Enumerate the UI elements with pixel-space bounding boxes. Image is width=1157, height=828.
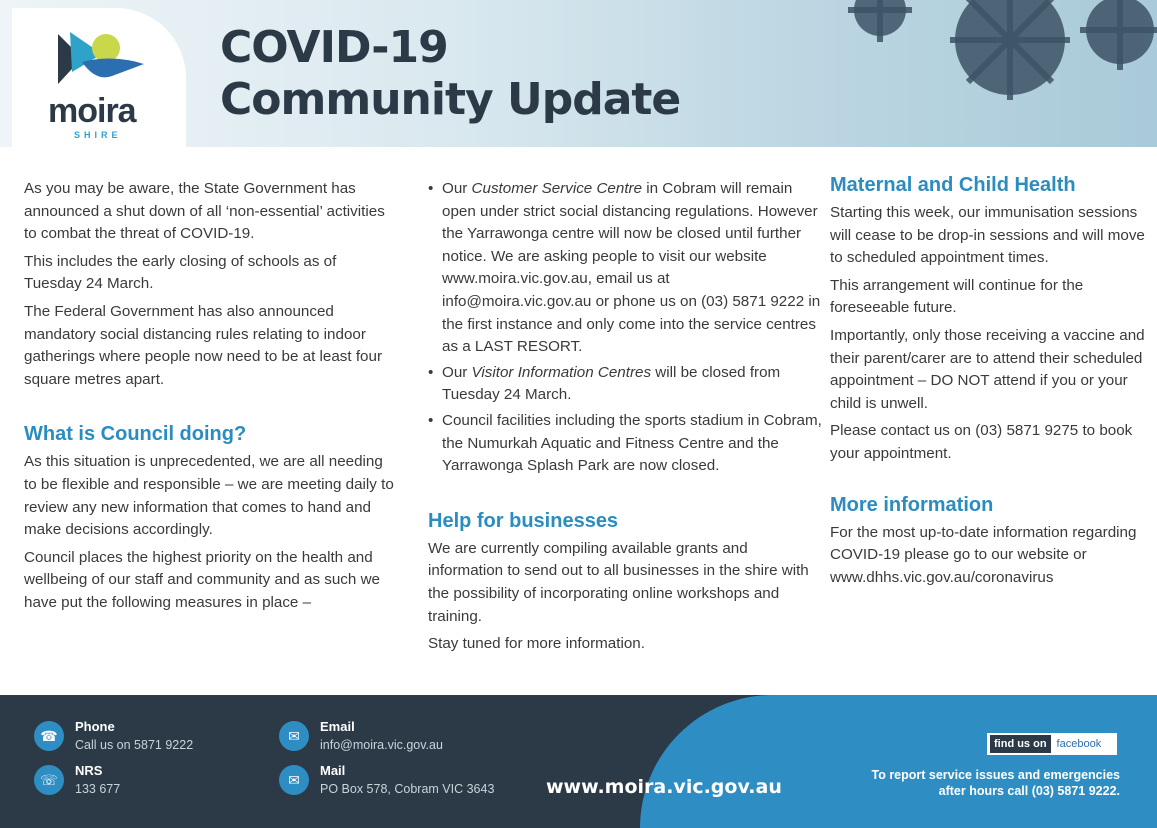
title-line-2: Community Update <box>220 74 681 125</box>
contact-paragraph: Please contact us on (03) 5871 9275 to book your appointment. <box>830 422 1133 462</box>
phone-icon: ☎ <box>34 721 64 751</box>
maternal-heading: Maternal and Child Health <box>830 174 1076 196</box>
logo-subtitle: SHIRE <box>74 130 122 140</box>
website-link[interactable]: www.moira.vic.gov.au <box>546 776 782 798</box>
column-left <box>24 178 394 620</box>
business-paragraph: We are currently compiling available grants and information to send out to all businesses in the shire with the possibility of incorporating online workshops and training. <box>428 539 809 625</box>
list-item: • Our Visitor Information Centres will be closed from Tuesday 24 March. <box>428 363 781 404</box>
logo-name: moira <box>48 92 136 130</box>
email-icon: ✉ <box>279 721 309 751</box>
list-item: • Our Customer Service Centre in Cobram will remain open under strict social distancing regulations. However the Yarrawonga centre will now be closed until further notice. We are asking people to visit our website www.moira.vic.gov.au, email us at info@moira.vic.gov.au or phone us on (03) 5871 9222 in the first instance and only come into the service centres as a LAST RESORT. <box>428 180 821 356</box>
list-item: • Council facilities including the sports stadium in Cobram, the Numurkah Aquatic and Fitness Centre and the Yarrawonga Splash Park are now closed. <box>428 411 822 475</box>
mail-value: PO Box 578, Cobram VIC 3643 <box>320 782 495 796</box>
report-text <box>820 767 1120 799</box>
business-heading: Help for businesses <box>428 509 619 532</box>
council-heading: What is Council doing? <box>24 423 247 446</box>
phone-label: Phone <box>75 719 115 734</box>
facebook-name: facebook <box>1056 738 1102 750</box>
more-info-heading: More information <box>830 493 994 516</box>
federal-paragraph: The Federal Government has also announced mandatory social distancing rules relating to indoor gatherings where people now need to be at least four square metres apart. <box>24 302 382 388</box>
nrs-value: 133 677 <box>75 782 121 796</box>
more-info-paragraph: For the most up-to-date information regarding COVID-19 please go to our website or www.dhhs.vic.gov.au/coronavirus <box>830 523 1137 586</box>
page-title <box>220 22 680 126</box>
phone-value: Call us on 5871 9222 <box>75 738 194 752</box>
stay-tuned-paragraph: Stay tuned for more information. <box>428 635 645 653</box>
report-line-2: after hours call (03) 5871 9222. <box>938 784 1120 798</box>
virus-illustration <box>820 0 1157 147</box>
column-right <box>830 172 1150 594</box>
facebook-badge[interactable] <box>987 733 1117 755</box>
nrs-label: NRS <box>75 763 103 778</box>
nrs-icon: ☏ <box>34 765 64 795</box>
measures-list <box>428 178 823 478</box>
arrangement-paragraph: This arrangement will continue for the foreseeable future. <box>830 276 1084 317</box>
schools-paragraph: This includes the early closing of schools as of Tuesday 24 March. <box>24 252 337 293</box>
report-line-1: To report service issues and emergencies <box>871 768 1120 782</box>
title-line-1: COVID-19 <box>220 22 448 73</box>
immunisation-paragraph: Starting this week, our immunisation sessions will cease to be drop-in sessions and will move to scheduled appointment times. <box>830 204 1145 267</box>
intro-paragraph: As you may be aware, the State Government has announced a shut down of all ‘non-essential’ activities to combat the threat of COVID-19. <box>24 180 385 243</box>
email-label: Email <box>320 719 355 734</box>
vaccine-paragraph: Importantly, only those receiving a vaccine and their parent/carer are to attend their scheduled appointment – DO NOT attend if you or your child is unwell. <box>830 326 1145 412</box>
council-paragraph: As this situation is unprecedented, we are all needing to be flexible and responsible – we are meeting daily to review any new information that comes to hand and make decisions accordingly. <box>24 453 394 539</box>
moira-logo-icon <box>52 28 148 90</box>
email-value[interactable]: info@moira.vic.gov.au <box>320 738 443 752</box>
mail-icon: ✉ <box>279 765 309 795</box>
column-middle <box>428 178 823 661</box>
footer-blue-panel <box>640 695 1157 828</box>
mail-label: Mail <box>320 763 346 778</box>
facebook-find-label: find us on <box>990 735 1051 753</box>
priority-paragraph: Council places the highest priority on the health and wellbeing of our staff and community and as such we have put the following measures in place – <box>24 548 380 611</box>
logo-panel <box>12 8 186 147</box>
header-banner <box>0 0 1157 147</box>
